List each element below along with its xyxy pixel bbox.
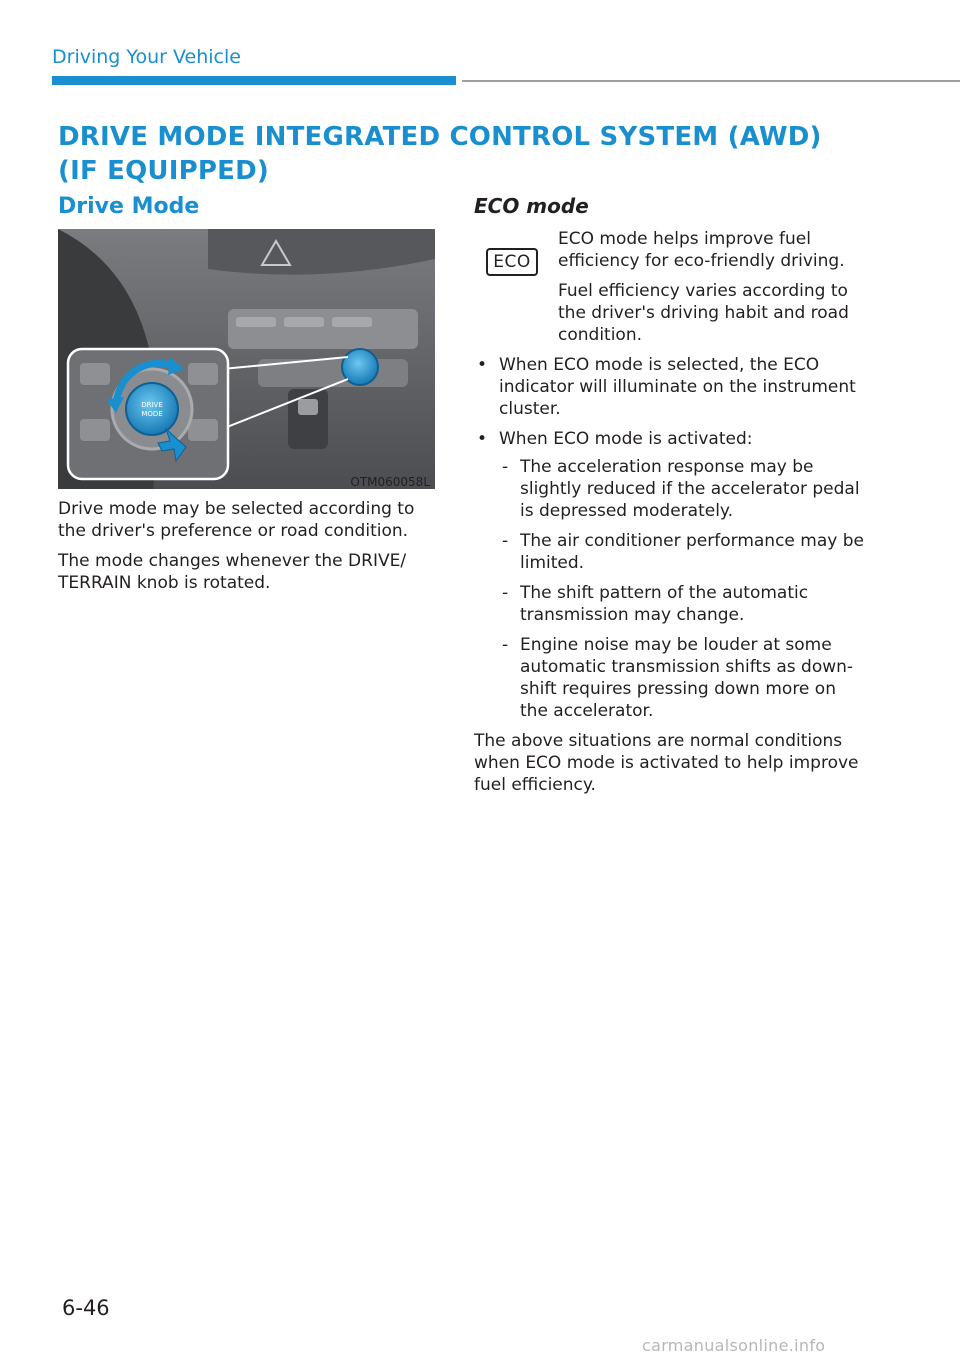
dashboard-photo bbox=[58, 229, 435, 489]
eco-closing-paragraph: The above situations are normal conditions when ECO mode is activated to help improve fuel efficiency. bbox=[474, 731, 859, 795]
header-rule-gray bbox=[462, 80, 960, 82]
climate-panel bbox=[228, 309, 418, 349]
eco-bullet-2 bbox=[474, 428, 864, 722]
eco-indicator-icon: ECO bbox=[486, 248, 538, 276]
eco-sub-item-1: - The acceleration response may be slightly reduced if the accelerator pedal is depressed moderately. bbox=[499, 456, 864, 522]
eco-bullet-list bbox=[474, 354, 864, 722]
header-rule-accent bbox=[52, 76, 456, 85]
section-title bbox=[58, 120, 918, 188]
drive-mode-heading: Drive Mode bbox=[58, 194, 200, 219]
drive-mode-knob-closeup bbox=[126, 383, 178, 435]
site-watermark: carmanualsonline.info bbox=[642, 1336, 826, 1355]
eco-intro-paragraph-2: Fuel efficiency varies according to the driver's driving habit and road condition. bbox=[558, 281, 849, 345]
eco-bullet-2-text: When ECO mode is activated: bbox=[499, 429, 753, 449]
drive-mode-knob-illustration bbox=[58, 229, 435, 489]
drive-mode-paragraph-2: The mode changes whenever the DRIVE/ TERRAIN knob is rotated. bbox=[58, 551, 407, 593]
page-number: 6-46 bbox=[62, 1296, 110, 1320]
drive-mode-description bbox=[58, 498, 438, 602]
gear-selector bbox=[288, 389, 328, 449]
running-head-title: Driving Your Vehicle bbox=[52, 46, 241, 68]
eco-bullet-1: • When ECO mode is selected, the ECO indicator will illuminate on the instrument cluster. bbox=[474, 354, 864, 420]
knob-label-line-2: MODE bbox=[141, 410, 163, 418]
eco-intro-paragraph-1: ECO mode helps improve fuel efficiency for eco-friendly driving. bbox=[558, 229, 845, 271]
eco-sub-item-3: - The shift pattern of the automatic transmission may change. bbox=[499, 582, 864, 626]
drive-mode-paragraph-1: Drive mode may be selected according to the driver's preference or road condition. bbox=[58, 499, 415, 541]
section-title-line-1: DRIVE MODE INTEGRATED CONTROL SYSTEM (AWD) bbox=[58, 122, 822, 152]
eco-mode-column bbox=[474, 194, 864, 796]
figure-code: OTM060058L bbox=[350, 475, 430, 489]
eco-mode-intro bbox=[474, 228, 864, 346]
eco-mode-heading: ECO mode bbox=[474, 194, 589, 218]
section-title-line-2: (IF EQUIPPED) bbox=[58, 156, 269, 186]
knob-label-line-1: DRIVE bbox=[141, 401, 163, 409]
eco-sub-item-4: - Engine noise may be louder at some automatic transmission shifts as down-shift requires pressing down more on the accelerator. bbox=[499, 634, 864, 722]
eco-sub-list bbox=[499, 456, 864, 722]
eco-sub-item-2: - The air conditioner performance may be limited. bbox=[499, 530, 864, 574]
